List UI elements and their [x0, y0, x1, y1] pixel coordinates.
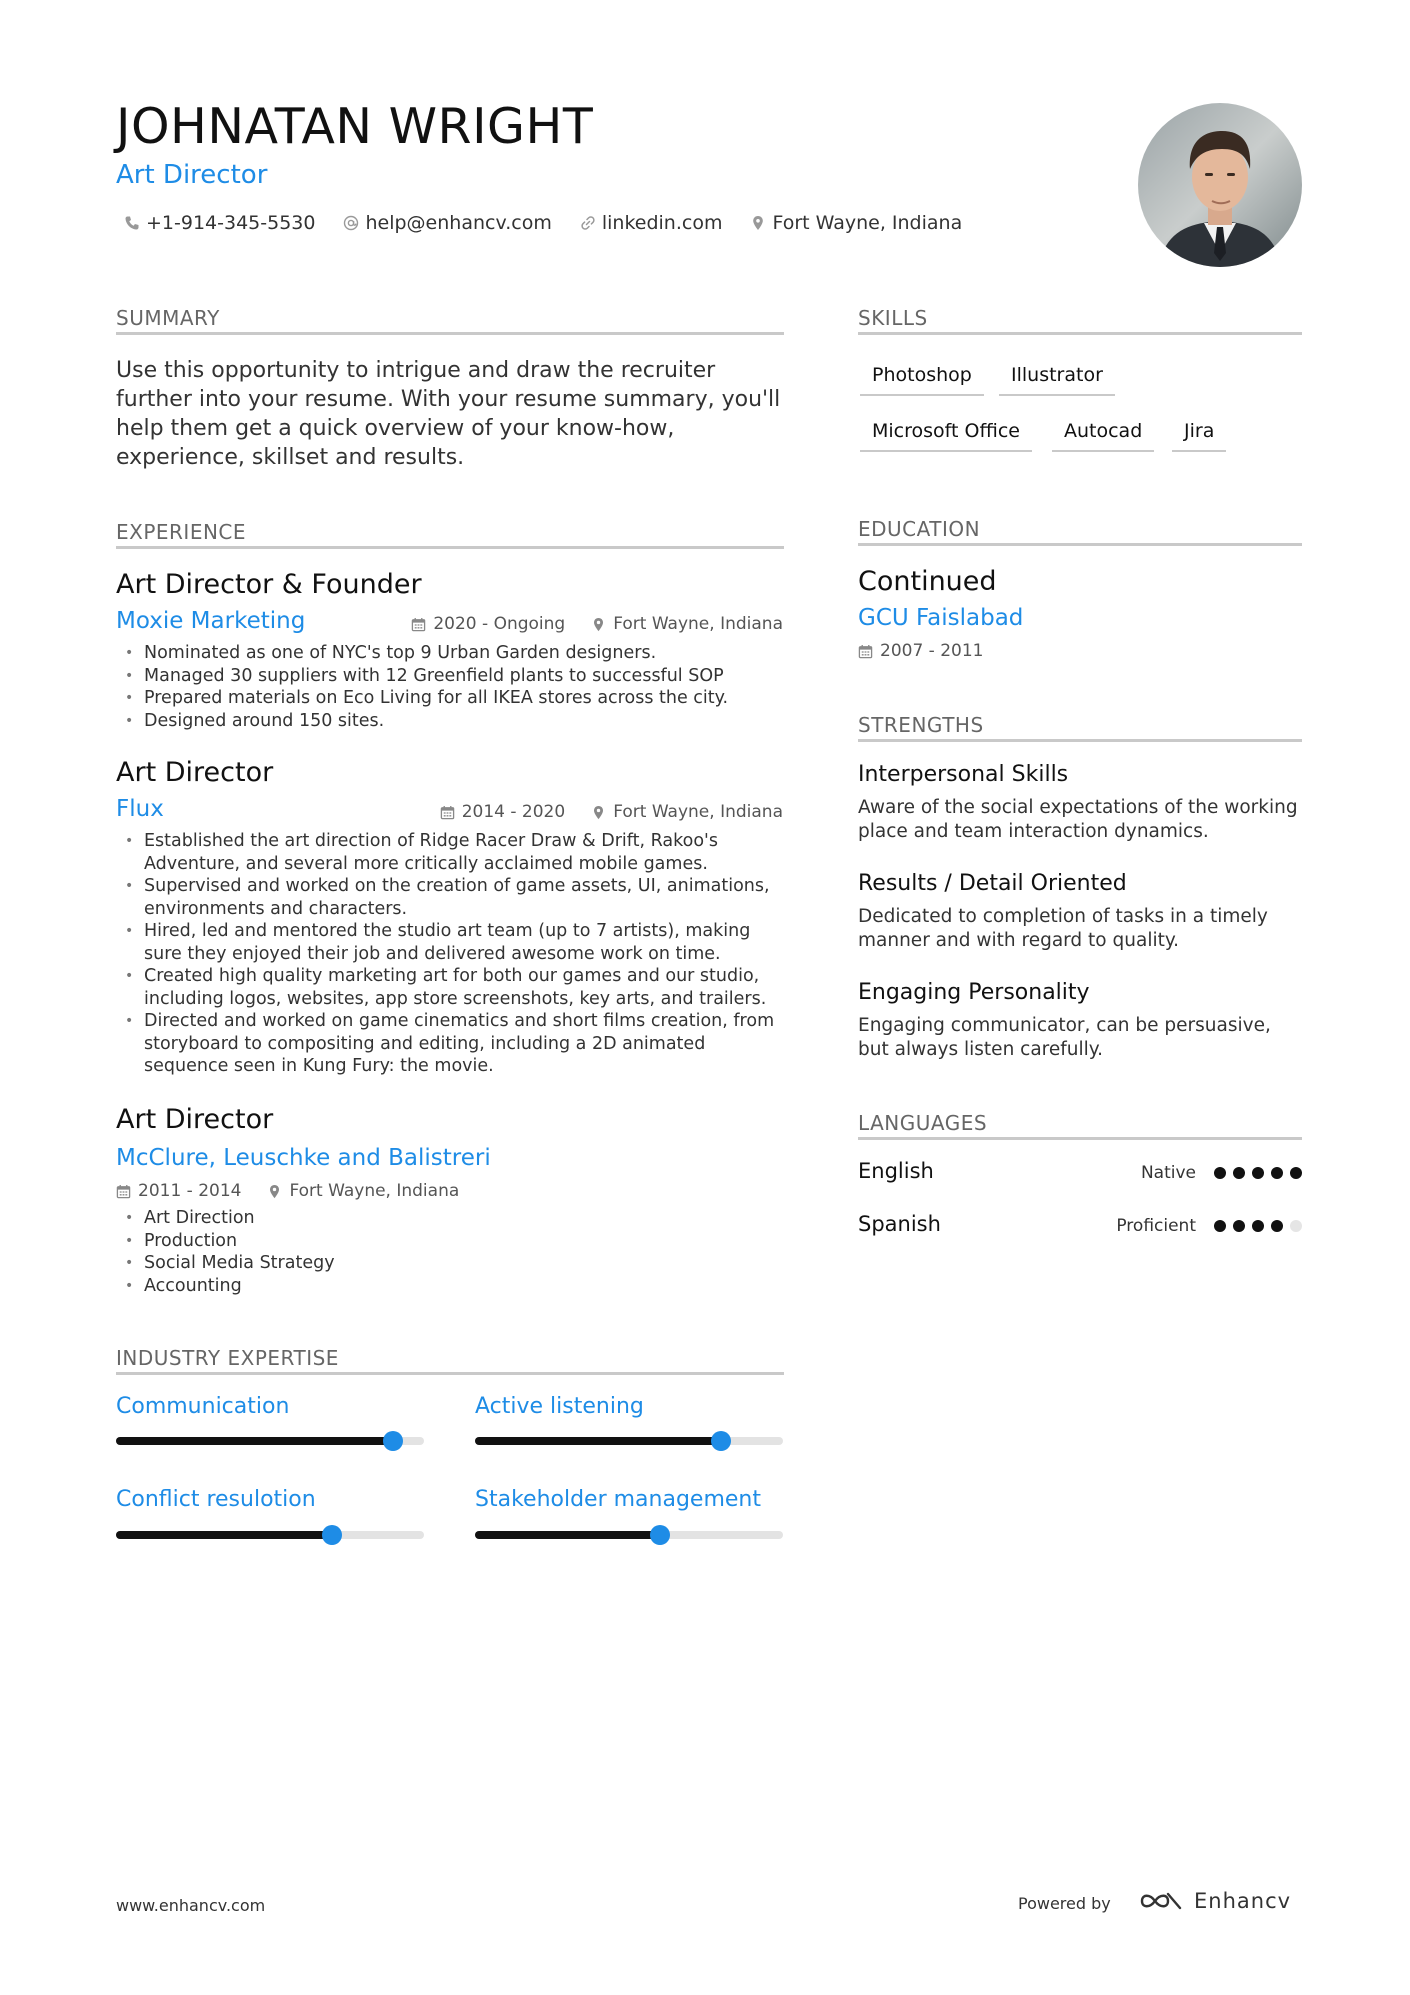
job-dates: 2014 - 2020: [461, 802, 566, 822]
languages-divider: [858, 1137, 1302, 1140]
expertise-bar: [475, 1437, 783, 1445]
summary-text: Use this opportunity to intrigue and draw the recruiter further into your resume. With your resume summary, you'll help them get a quick overview of your know-how, experience, skillset and results.: [116, 358, 781, 470]
job-meta: [440, 802, 783, 822]
expertise-bar-knob: [322, 1525, 342, 1545]
language-dots: [1214, 1167, 1309, 1179]
expertise-bar-knob: [711, 1431, 731, 1451]
language-dot: [1233, 1220, 1245, 1232]
list-item: • Production: [116, 1230, 786, 1253]
summary-heading: SUMMARY: [116, 306, 220, 330]
strength-title: Results / Detail Oriented: [858, 871, 1127, 896]
skill-tag: Autocad: [1052, 420, 1154, 452]
skill-tag: Microsoft Office: [860, 420, 1032, 452]
job-bullets: [116, 830, 786, 1078]
skills-divider: [858, 332, 1302, 335]
job-dates: 2020 - Ongoing: [433, 614, 566, 634]
language-dot: [1214, 1220, 1226, 1232]
footer-url[interactable]: www.enhancv.com: [116, 1896, 266, 1915]
language-dot: [1271, 1220, 1283, 1232]
education-degree: Continued: [858, 566, 997, 597]
expertise-bar-fill: [116, 1437, 393, 1445]
job-meta: [116, 1181, 459, 1201]
footer-powered-by: Powered by: [1018, 1894, 1111, 1913]
language-dot: [1252, 1167, 1264, 1179]
skills-heading: SKILLS: [858, 306, 928, 330]
expertise-bar-knob: [650, 1525, 670, 1545]
at-icon: [343, 215, 359, 231]
strength-title: Engaging Personality: [858, 980, 1090, 1005]
list-item: • Social Media Strategy: [116, 1252, 786, 1275]
language-dot: [1214, 1167, 1226, 1179]
language-dot: [1252, 1220, 1264, 1232]
location-pin-icon: [591, 617, 606, 632]
skill-tag: Jira: [1172, 420, 1226, 452]
education-school[interactable]: GCU Faislabad: [858, 605, 1024, 631]
strengths-heading: STRENGTHS: [858, 713, 984, 737]
job-location: Fort Wayne, Indiana: [613, 614, 783, 634]
strength-desc: Aware of the social expectations of the working place and team interaction dynamics.: [858, 797, 1298, 842]
education-meta: [858, 641, 983, 661]
list-item: • Managed 30 suppliers with 12 Greenfield plants to successful SOP: [116, 665, 786, 688]
list-item: • Nominated as one of NYC's top 9 Urban Garden designers.: [116, 642, 786, 665]
strength-desc: Engaging communicator, can be persuasive, but always listen carefully.: [858, 1015, 1271, 1060]
industry-expertise-divider: [116, 1372, 784, 1375]
education-dates: 2007 - 2011: [880, 641, 984, 661]
job-title: Art Director: [116, 757, 274, 788]
list-item: • Art Direction: [116, 1207, 786, 1230]
email-text: help@enhancv.com: [365, 212, 552, 234]
calendar-icon: [116, 1184, 131, 1199]
footer-brand: Enhancv: [1194, 1889, 1292, 1913]
phone-text: +1-914-345-5530: [146, 212, 316, 234]
list-item: • Designed around 150 sites.: [116, 710, 786, 733]
job-company[interactable]: Flux: [116, 796, 164, 822]
job-company[interactable]: McClure, Leuschke and Balistreri: [116, 1145, 491, 1171]
list-item: • Prepared materials on Eco Living for all IKEA stores across the city.: [116, 687, 786, 710]
language-dots: [1214, 1220, 1309, 1232]
profile-photo: [1138, 103, 1302, 267]
calendar-icon: [858, 644, 873, 659]
summary-divider: [116, 332, 784, 335]
expertise-bar-fill: [475, 1531, 660, 1539]
expertise-bar-knob: [383, 1431, 403, 1451]
strengths-divider: [858, 739, 1302, 742]
location-text: Fort Wayne, Indiana: [772, 212, 963, 234]
language-dot: [1290, 1220, 1302, 1232]
expertise-label: Stakeholder management: [475, 1487, 761, 1512]
job-title: Art Director: [116, 1104, 274, 1135]
language-level: Native: [1140, 1163, 1196, 1183]
expertise-label: Communication: [116, 1394, 290, 1419]
job-title: Art Director & Founder: [116, 569, 422, 600]
strength-title: Interpersonal Skills: [858, 762, 1069, 787]
education-heading: EDUCATION: [858, 517, 981, 541]
list-item: • Accounting: [116, 1275, 786, 1298]
job-location: Fort Wayne, Indiana: [289, 1181, 460, 1201]
expertise-bar: [116, 1437, 424, 1445]
job-bullets: [116, 642, 786, 732]
list-item: • Created high quality marketing art for both our games and our studio, including logos, websites, app store screenshots, key arts, and trailers.: [116, 965, 786, 1010]
list-item: • Established the art direction of Ridge Racer Draw & Drift, Rakoo's Adventure, and several more critically acclaimed mobile games.: [116, 830, 786, 875]
job-company[interactable]: Moxie Marketing: [116, 608, 306, 634]
skill-tag: Illustrator: [999, 364, 1115, 396]
candidate-name: JOHNATAN WRIGHT: [116, 98, 594, 155]
language-level: Proficient: [1116, 1216, 1196, 1236]
location-pin-icon: [750, 215, 766, 231]
candidate-title: Art Director: [116, 160, 268, 190]
list-item: • Hired, led and mentored the studio art team (up to 7 artists), making sure they enjoyed their job and delivered awesome work on time.: [116, 920, 786, 965]
language-name: Spanish: [858, 1212, 941, 1236]
contact-location: [750, 212, 962, 234]
contact-bar: [124, 212, 990, 234]
job-meta: [411, 614, 783, 634]
job-bullets: [116, 1207, 786, 1297]
language-dot: [1290, 1167, 1302, 1179]
list-item: • Supervised and worked on the creation of game assets, UI, animations, environments and characters.: [116, 875, 786, 920]
contact-phone[interactable]: [124, 212, 315, 234]
language-dot: [1233, 1167, 1245, 1179]
contact-linkedin[interactable]: [580, 212, 723, 234]
link-icon: [580, 215, 596, 231]
contact-email[interactable]: [343, 212, 551, 234]
expertise-label: Active listening: [475, 1394, 644, 1419]
expertise-bar-fill: [116, 1531, 332, 1539]
expertise-bar: [116, 1531, 424, 1539]
calendar-icon: [440, 805, 455, 820]
enhancv-logo-icon: [1138, 1888, 1184, 1914]
skill-tag: Photoshop: [860, 364, 984, 396]
calendar-icon: [411, 617, 426, 632]
list-item: • Directed and worked on game cinematics and short films creation, from storyboard to compositing and editing, including a 2D animated sequence seen in Kung Fury: the movie.: [116, 1010, 786, 1078]
strength-desc: Dedicated to completion of tasks in a timely manner and with regard to quality.: [858, 906, 1268, 951]
expertise-bar-fill: [475, 1437, 721, 1445]
location-pin-icon: [591, 805, 606, 820]
languages-heading: LANGUAGES: [858, 1111, 988, 1135]
language-dot: [1271, 1167, 1283, 1179]
linkedin-text: linkedin.com: [601, 212, 723, 234]
job-location: Fort Wayne, Indiana: [613, 802, 783, 822]
experience-divider: [116, 546, 784, 549]
experience-heading: EXPERIENCE: [116, 520, 247, 544]
language-name: English: [858, 1159, 934, 1183]
footer-logo[interactable]: [1138, 1888, 1291, 1914]
location-pin-icon: [267, 1184, 282, 1199]
job-dates: 2011 - 2014: [138, 1181, 242, 1201]
industry-expertise-heading: INDUSTRY EXPERTISE: [116, 1346, 339, 1370]
expertise-label: Conflict resulotion: [116, 1487, 316, 1512]
expertise-bar: [475, 1531, 783, 1539]
education-divider: [858, 543, 1302, 546]
phone-icon: [124, 215, 140, 231]
